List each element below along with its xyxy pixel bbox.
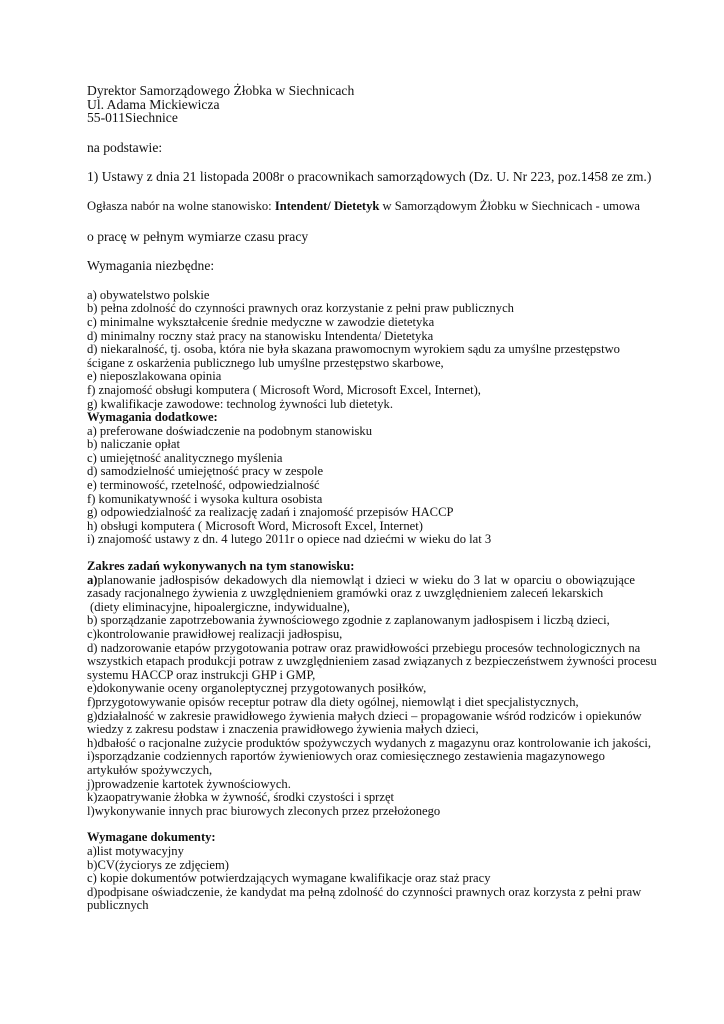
task-item: k)zaopatrywanie żłobka w żywność, środki czystości i sprzęt	[87, 790, 395, 805]
announcement-suffix: w Samorządowym Żłobku w Siechnicach - umowa	[379, 198, 640, 213]
additional-item: h) obsługi komputera ( Microsoft Word, Microsoft Excel, Internet)	[87, 518, 423, 533]
tasks-item-a-line-2: zasady racjonalnego żywienia z uwzględnieniem gramówki oraz z uwzględnieniem zaleceń lekarskich	[87, 586, 604, 601]
basis-item-1: 1) Ustawy z dnia 21 listopada 2008r o pracownikach samorządowych (Dz. U. Nr 223, poz.1458 ze zm.)	[87, 169, 652, 185]
document-page	[87, 83, 657, 913]
task-item: l)wykonywanie innych prac biurowych zleconych przez przełożonego	[87, 803, 441, 818]
required-item: d) minimalny roczny staż pracy na stanowisku Intendenta/ Dietetyka	[87, 328, 434, 343]
required-item: b) pełna zdolność do czynności prawnych oraz korzystanie z pełni praw publicznych	[87, 301, 514, 316]
basis-label: na podstawie:	[87, 139, 163, 155]
task-item: d) nadzorowanie etapów przygotowania potraw oraz prawidłowości przebiegu procesów technologicznych na	[87, 640, 641, 655]
task-item: wszystkich etapach produkcji potraw z uwzględnieniem zasad związanych z bezpieczeństwem żywności procesu	[87, 654, 657, 669]
header-line-2: Ul. Adama Mickiewicza	[87, 96, 220, 112]
additional-item: i) znajomość ustawy z dn. 4 lutego 2011r o opiece nad dziećmi w wieku do lat 3	[87, 532, 492, 547]
task-item: c)kontrolowanie prawidłowej realizacji jadłospisu,	[87, 627, 343, 641]
documents-item: publicznych	[87, 898, 149, 913]
announcement-line-1	[87, 198, 640, 214]
additional-item: f) komunikatywność i wysoka kultura osobista	[87, 491, 323, 506]
required-item: g) kwalifikacje zawodowe: technolog żywności lub dietetyk.	[87, 396, 394, 411]
task-item: artykułów spożywczych,	[87, 762, 213, 777]
required-item: ścigane z oskarżenia publicznego lub umyślne przestępstwo skarbowe,	[87, 355, 444, 370]
documents-item: c) kopie dokumentów potwierdzających wymagane kwalifikacje oraz staż pracy	[87, 871, 491, 886]
tasks-heading: Zakres zadań wykonywanych na tym stanowisku:	[87, 559, 355, 574]
header-line-1: Dyrektor Samorządowego Żłobka w Siechnicach	[87, 83, 355, 98]
documents-item: b)CV(życiorys ze zdjęciem)	[87, 857, 229, 872]
documents-item: d)podpisane oświadczenie, że kandydat ma pełną zdolność do czynności prawnych oraz korzysta z pełni praw	[87, 884, 642, 899]
tasks-item-a-label: a)	[87, 572, 98, 587]
additional-item: d) samodzielność umiejętność pracy w zespole	[87, 464, 324, 479]
task-item: systemu HACCP oraz instrukcji GHP i GMP,	[87, 667, 316, 682]
task-item: f)przygotowywanie opisów receptur potraw dla diety ogólnej, niemowląt i diet specjalistycznych,	[87, 694, 579, 709]
documents-item: a)list motywacyjny	[87, 843, 184, 858]
additional-item: a) preferowane doświadczenie na podobnym stanowisku	[87, 423, 373, 438]
tasks-item-a-line-3: (diety eliminacyjne, hipoalergiczne, indywidualne),	[90, 599, 350, 614]
required-item: f) znajomość obsługi komputera ( Microsoft Word, Microsoft Excel, Internet),	[87, 382, 481, 397]
task-item: j)prowadzenie kartotek żywnościowych.	[87, 776, 291, 791]
header-line-3: 55-011Siechnice	[87, 110, 178, 126]
additional-heading: Wymagania dodatkowe:	[87, 410, 218, 425]
required-item: a) obywatelstwo polskie	[87, 287, 210, 302]
announcement-position: Intendent/ Dietetyk	[274, 198, 380, 213]
documents-heading: Wymagane dokumenty:	[87, 830, 216, 845]
task-item: e)dokonywanie oceny organoleptycznej przygotowanych posiłków,	[87, 681, 427, 696]
tasks-item-a-text: planowanie jadłospisów dekadowych dla niemowląt i dzieci w wieku do 3 lat w oparciu o obowiązujące	[97, 572, 635, 587]
task-item: wiedzy z zakresu podstaw i znaczenia prawidłowego żywienia małych dzieci,	[87, 722, 479, 737]
additional-item: b) naliczanie opłat	[87, 437, 181, 452]
tasks-item-a-line-1	[87, 574, 635, 588]
additional-item: c) umiejętność analitycznego myślenia	[87, 450, 283, 465]
required-item: e) nieposzlakowana opinia	[87, 369, 222, 384]
announcement-prefix: Ogłasza nabór na wolne stanowisko:	[87, 198, 275, 213]
task-item: i)sporządzanie codziennych raportów żywieniowych oraz comiesięcznego zestawienia magazynowego	[87, 749, 605, 764]
announcement-line-2: o pracę w pełnym wymiarze czasu pracy	[87, 228, 309, 244]
additional-item: g) odpowiedzialność za realizację zadań i znajomość przepisów HACCP	[87, 505, 454, 520]
task-item: h)dbałość o racjonalne zużycie produktów spożywczych wydanych z magazynu oraz kontrolowanie ich jakości,	[87, 735, 652, 750]
required-item: c) minimalne wykształcenie średnie medyczne w zawodzie dietetyka	[87, 314, 435, 329]
task-item: g)działalność w zakresie prawidłowego żywienia małych dzieci – propagowanie wśród rodziców i opiekunów	[87, 708, 642, 723]
task-item: b) sporządzanie zapotrzebowania żywnościowego zgodnie z zaplanowanym jadłospisem i liczbą dzieci,	[87, 613, 610, 628]
required-heading: Wymagania niezbędne:	[87, 258, 215, 274]
additional-item: e) terminowość, rzetelność, odpowiedzialność	[87, 478, 320, 493]
required-item: d) niekaralność, tj. osoba, która nie była skazana prawomocnym wyrokiem sądu za umyślne przestępstwo	[87, 342, 620, 357]
